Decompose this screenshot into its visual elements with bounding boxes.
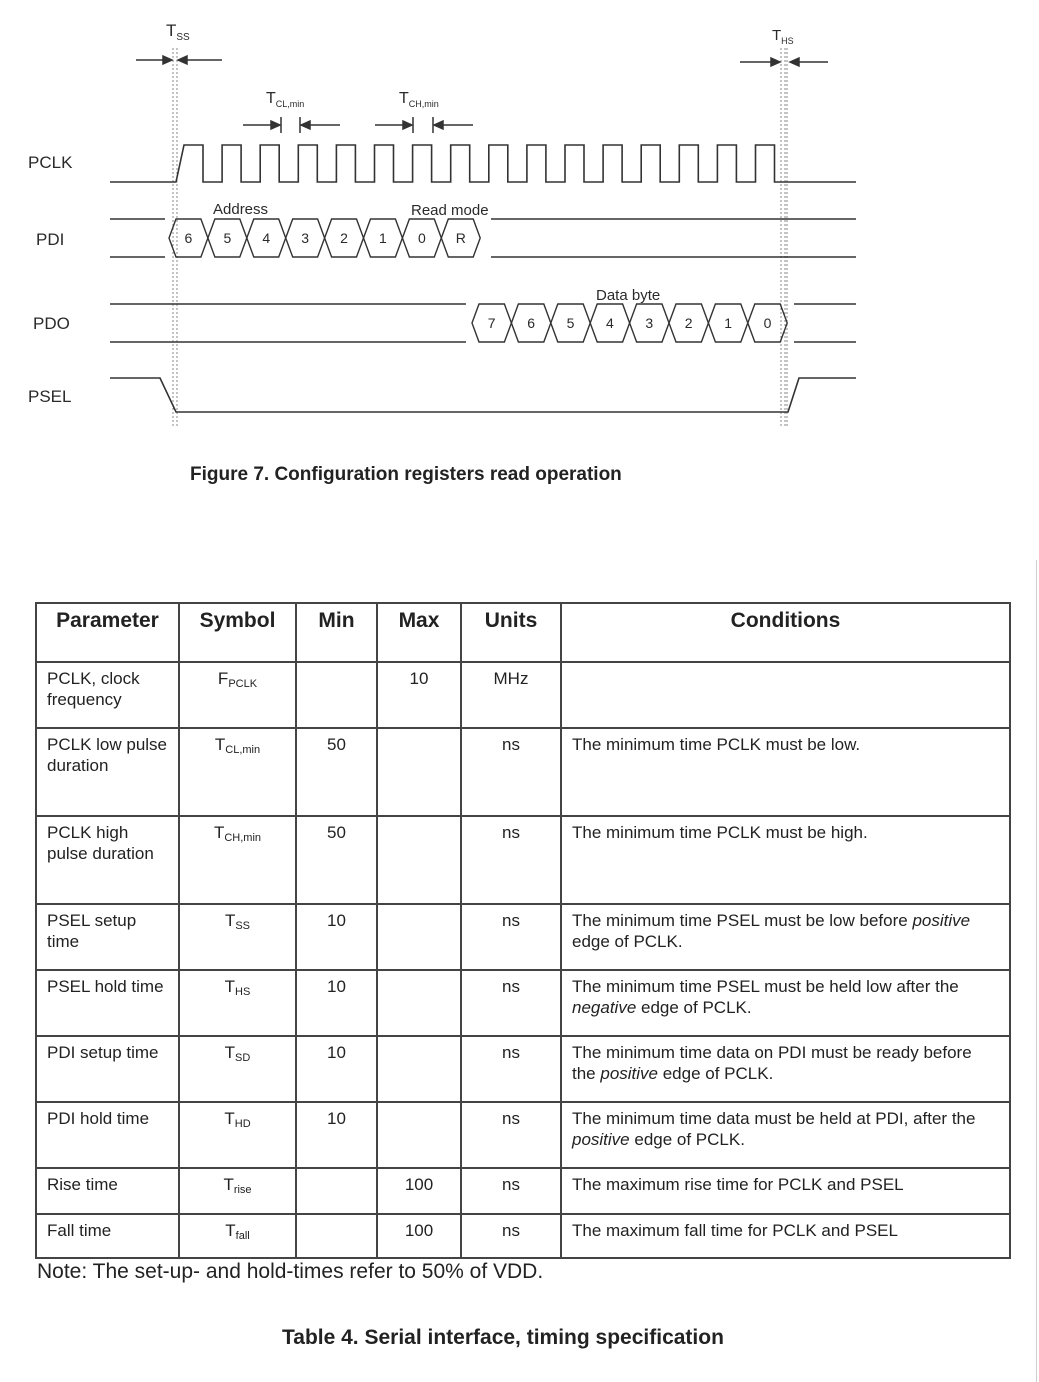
symbol-subscript: SS [235,920,251,932]
cell-conditions [561,1214,1010,1258]
pdi-read-mode-label: Read mode [411,202,489,219]
condition-emphasis: positive [912,911,971,930]
table-row [36,1168,1010,1214]
condition-text: The maximum rise time for PCLK and PSEL [572,1175,904,1194]
pclk-waveform [110,145,856,182]
cell-parameter: PDI hold time [36,1102,179,1168]
psel-waveform [110,378,856,412]
tss-label: $T_{SS}$ [166,21,190,43]
cell-parameter: PCLK low pulse duration [36,728,179,816]
cell-parameter: Rise time [36,1168,179,1214]
cell-units: ns [461,970,561,1036]
condition-text-end: edge of PCLK. [658,1064,774,1083]
symbol-main: T [224,1043,236,1062]
cell-symbol [179,662,296,728]
cell-max [377,904,461,970]
table-row [36,728,1010,816]
cell-min [296,1214,377,1258]
cell-parameter: PSEL hold time [36,970,179,1036]
cell-conditions [561,1102,1010,1168]
table-row [36,662,1010,728]
cell-symbol [179,728,296,816]
symbol-subscript: PCLK [228,678,258,690]
cell-symbol [179,816,296,904]
timing-spec-table [35,602,1011,1259]
condition-text: The minimum time PCLK must be high. [572,823,868,842]
cell-parameter: PDI setup time [36,1036,179,1102]
pdi-waveform [110,219,856,257]
pdi-bit-label: 1 [379,230,387,246]
pdi-bit-label: 3 [301,230,310,246]
cell-units: MHz [461,662,561,728]
pdo-data-byte-label: Data byte [596,287,661,304]
header-parameter: Parameter [36,603,179,662]
cell-max [377,1036,461,1102]
cell-symbol [179,1214,296,1258]
header-units: Units [461,603,561,662]
pdo-bit-label: 4 [606,315,614,331]
cell-conditions [561,1036,1010,1102]
symbol-main: T [224,977,236,996]
pdo-bit-label: 6 [527,315,535,331]
cell-units: ns [461,728,561,816]
condition-text: The minimum time PSEL must be held low after the [572,977,959,996]
figure-caption: Figure 7. Configuration registers read operation [190,464,622,485]
pdi-bit-label: 2 [340,230,348,246]
cell-parameter: PSEL setup time [36,904,179,970]
cell-min [296,1168,377,1214]
table-row [36,1102,1010,1168]
pdo-bit-label: 2 [684,315,693,331]
condition-text-end: edge of PCLK. [629,1130,745,1149]
table-row [36,970,1010,1036]
symbol-subscript: CH,min [224,832,262,844]
pdo-waveform [110,304,856,342]
cell-conditions [561,816,1010,904]
cell-max: 100 [377,1214,461,1258]
symbol-subscript: CL,min [225,744,261,756]
signal-label-psel: PSEL [28,387,72,406]
pdi-bit-label: 6 [184,230,193,246]
cell-min: 10 [296,1036,377,1102]
cell-conditions [561,728,1010,816]
cell-units: ns [461,1214,561,1258]
cell-max [377,816,461,904]
tcl-label: $T_{CL,min}$ [266,90,305,109]
timing-diagram [0,0,1039,460]
cell-conditions [561,970,1010,1036]
tch-label: $T_{CH,min}$ [399,90,439,109]
cell-parameter: PCLK, clock frequency [36,662,179,728]
pdi-bit-label: R [455,230,466,246]
page-edge-line [1036,560,1037,1382]
condition-emphasis: positive [572,1130,630,1149]
symbol-main: F [217,669,229,688]
pdo-bit-label: 0 [763,315,772,331]
cell-parameter: PCLK high pulse duration [36,816,179,904]
header-conditions: Conditions [561,603,1010,662]
ths-label: $T_{HS}$ [772,27,794,46]
table-caption: Table 4. Serial interface, timing specification [282,1326,724,1349]
cell-symbol [179,1168,296,1214]
pdo-bit-label: 5 [566,315,575,331]
symbol-main: T [225,1221,236,1240]
symbol-subscript: SD [235,1052,251,1064]
condition-text: The maximum fall time for PCLK and PSEL [572,1221,898,1240]
symbol-main: T [224,911,236,930]
cell-parameter: Fall time [36,1214,179,1258]
symbol-subscript: fall [235,1230,250,1242]
cell-units: ns [461,1168,561,1214]
symbol-main: T [214,735,226,754]
pdo-bits [472,304,787,342]
cell-min: 50 [296,816,377,904]
pdi-bit-label: 4 [262,230,271,246]
symbol-subscript: HD [234,1118,251,1130]
cell-conditions [561,904,1010,970]
cell-max: 100 [377,1168,461,1214]
condition-emphasis: positive [600,1064,658,1083]
table-row [36,904,1010,970]
cell-conditions [561,1168,1010,1214]
cell-symbol [179,904,296,970]
condition-text: The minimum time data on PDI must be ready before the [572,1043,972,1083]
symbol-main: T [224,1109,235,1128]
pdo-bit-label: 1 [724,315,732,331]
cell-symbol [179,1036,296,1102]
cell-min: 10 [296,1102,377,1168]
table-row [36,816,1010,904]
table-row [36,1036,1010,1102]
condition-text: The minimum time data must be held at PDI, after the [572,1109,976,1128]
pdo-bit-label: 3 [645,315,654,331]
signal-label-pdo: PDO [33,314,70,333]
table-body [36,662,1010,1258]
header-max: Max [377,603,461,662]
cell-min: 50 [296,728,377,816]
cell-max [377,970,461,1036]
cell-units: ns [461,904,561,970]
cell-max: 10 [377,662,461,728]
timing-arrows [136,56,828,133]
condition-text-end: edge of PCLK. [572,932,683,951]
signal-label-pdi: PDI [36,230,65,249]
cell-units: ns [461,1036,561,1102]
condition-text: The minimum time PSEL must be low before [572,911,913,930]
symbol-subscript: rise [233,1184,252,1196]
condition-text: The minimum time PCLK must be low. [572,735,861,754]
cell-min: 10 [296,970,377,1036]
table-row [36,1214,1010,1258]
pdi-bit-label: 0 [417,230,426,246]
pdo-bit-label: 7 [487,315,496,331]
pdi-bits [169,219,480,257]
cell-units: ns [461,816,561,904]
pdi-address-label: Address [213,201,269,218]
signal-label-pclk: PCLK [28,153,73,172]
header-symbol: Symbol [179,603,296,662]
cell-conditions [561,662,1010,728]
cell-min [296,662,377,728]
cell-symbol [179,970,296,1036]
cell-max [377,1102,461,1168]
symbol-main: T [223,1175,234,1194]
cell-min: 10 [296,904,377,970]
cell-max [377,728,461,816]
condition-text-end: edge of PCLK. [636,998,752,1017]
symbol-subscript: HS [235,986,251,998]
header-min: Min [296,603,377,662]
condition-emphasis: negative [572,998,637,1017]
table-header-row [36,603,1010,662]
table-note: Note: The set-up- and hold-times refer to 50% of VDD. [37,1260,544,1283]
symbol-main: T [213,823,225,842]
cell-symbol [179,1102,296,1168]
cell-units: ns [461,1102,561,1168]
pdi-bit-label: 5 [223,230,232,246]
